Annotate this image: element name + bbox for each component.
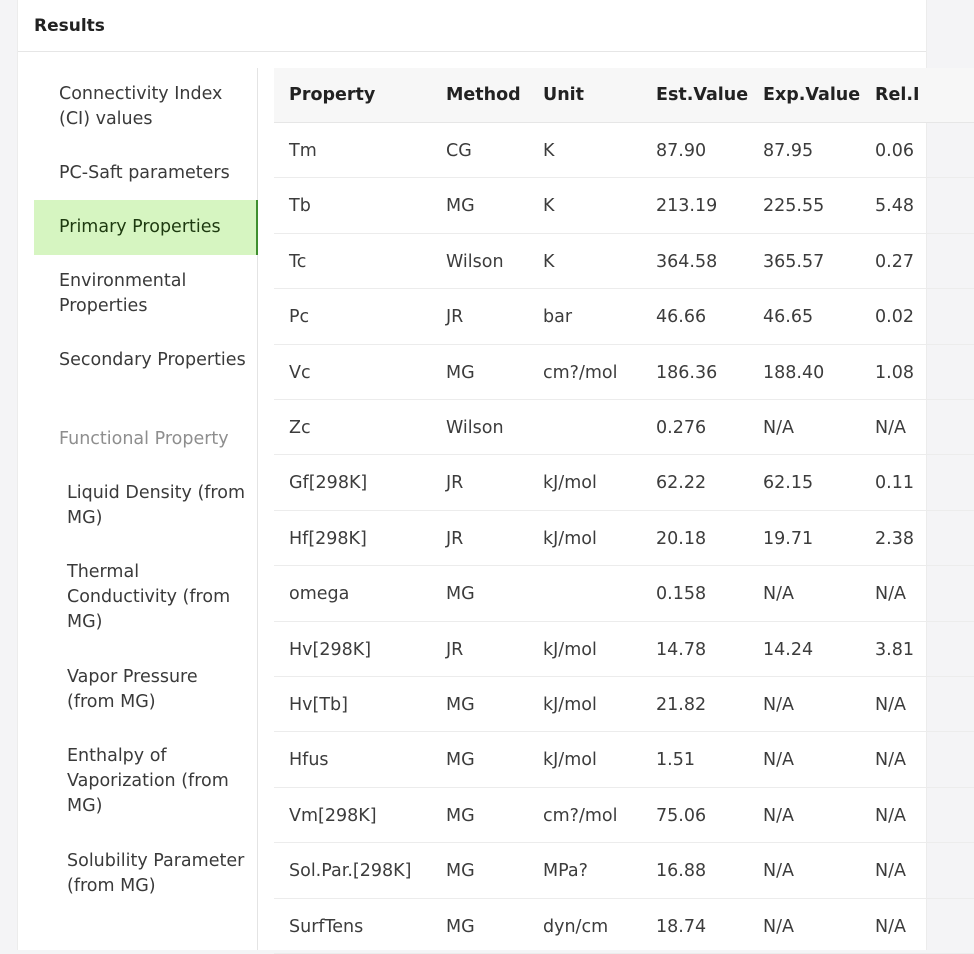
cell-exp-value: N/A bbox=[763, 916, 794, 937]
cell-exp-value: N/A bbox=[763, 805, 794, 826]
header-unit[interactable]: Unit bbox=[543, 85, 585, 105]
table-row bbox=[274, 455, 974, 510]
panel-title: Results bbox=[34, 15, 105, 36]
cell-property: Pc bbox=[289, 307, 310, 328]
header-rel-error[interactable]: Rel.I bbox=[875, 85, 920, 105]
table-row bbox=[274, 234, 974, 289]
cell-rel-error: N/A bbox=[875, 418, 906, 438]
table-row bbox=[274, 788, 974, 843]
cell-unit: kJ/mol bbox=[543, 473, 597, 494]
cell-unit: cm?/mol bbox=[543, 805, 618, 826]
cell-est-value: 75.06 bbox=[656, 805, 707, 826]
cell-property: Vc bbox=[289, 362, 311, 383]
table-row bbox=[274, 899, 974, 954]
cell-rel-error: 3.81 bbox=[875, 639, 914, 660]
sidebar-item-secondary-properties[interactable]: Secondary Properties bbox=[59, 350, 246, 370]
cell-est-value: 364.58 bbox=[656, 251, 718, 272]
cell-method: CG bbox=[446, 141, 472, 161]
results-sidebar bbox=[34, 68, 258, 950]
cell-method: JR bbox=[446, 528, 464, 549]
cell-method: Wilson bbox=[446, 251, 504, 272]
cell-rel-error: 0.27 bbox=[875, 251, 914, 272]
table-row bbox=[274, 622, 974, 677]
cell-exp-value: 87.95 bbox=[763, 141, 814, 161]
cell-method: JR bbox=[446, 473, 464, 494]
cell-method: MG bbox=[446, 196, 475, 217]
cell-exp-value: N/A bbox=[763, 584, 794, 605]
cell-est-value: 87.90 bbox=[656, 141, 707, 161]
cell-method: MG bbox=[446, 584, 475, 605]
cell-exp-value: N/A bbox=[763, 418, 794, 438]
cell-est-value: 1.51 bbox=[656, 750, 695, 771]
cell-rel-error: N/A bbox=[875, 750, 906, 771]
cell-unit: kJ/mol bbox=[543, 695, 597, 715]
table-row bbox=[274, 289, 974, 344]
cell-exp-value: N/A bbox=[763, 750, 794, 771]
cell-exp-value: N/A bbox=[763, 695, 794, 715]
cell-rel-error: N/A bbox=[875, 584, 906, 605]
table-row bbox=[274, 123, 974, 178]
sidebar-item-vapor-pressure[interactable]: Vapor Pressure (from MG) bbox=[67, 667, 198, 712]
cell-exp-value: 225.55 bbox=[763, 196, 825, 217]
cell-method: MG bbox=[446, 916, 475, 937]
cell-unit: K bbox=[543, 141, 555, 161]
cell-method: MG bbox=[446, 861, 475, 882]
sidebar-item-enthalpy-of-vaporization[interactable]: Enthalpy of Vaporization (from MG) bbox=[67, 746, 229, 816]
cell-unit: K bbox=[543, 196, 555, 217]
cell-est-value: 46.66 bbox=[656, 307, 707, 328]
sidebar-group-functional-property: Functional Property bbox=[59, 429, 229, 449]
cell-est-value: 62.22 bbox=[656, 473, 707, 494]
cell-exp-value: 14.24 bbox=[763, 639, 814, 660]
cell-exp-value: N/A bbox=[763, 861, 794, 882]
cell-rel-error: 0.06 bbox=[875, 141, 914, 161]
sidebar-item-environmental-properties[interactable]: Environmental Properties bbox=[59, 271, 187, 316]
table-row bbox=[274, 566, 974, 621]
cell-est-value: 186.36 bbox=[656, 362, 718, 383]
cell-method: MG bbox=[446, 750, 475, 771]
results-panel bbox=[17, 0, 927, 950]
cell-property: Zc bbox=[289, 418, 311, 438]
cell-rel-error: 0.02 bbox=[875, 307, 914, 328]
panel-header bbox=[18, 0, 926, 52]
cell-property: Hfus bbox=[289, 750, 329, 771]
cell-method: MG bbox=[446, 362, 475, 383]
cell-method: Wilson bbox=[446, 418, 504, 438]
header-exp-value[interactable]: Exp.Value bbox=[763, 85, 861, 105]
cell-rel-error: 2.38 bbox=[875, 528, 914, 549]
cell-property: Tc bbox=[289, 251, 307, 272]
table-row bbox=[274, 511, 974, 566]
properties-table[interactable] bbox=[274, 68, 920, 950]
cell-method: MG bbox=[446, 695, 475, 715]
cell-rel-error: N/A bbox=[875, 805, 906, 826]
cell-est-value: 18.74 bbox=[656, 916, 707, 937]
cell-est-value: 0.276 bbox=[656, 418, 707, 438]
table-row bbox=[274, 400, 974, 455]
cell-property: Sol.Par.[298K] bbox=[289, 861, 412, 882]
cell-est-value: 21.82 bbox=[656, 695, 707, 715]
cell-est-value: 213.19 bbox=[656, 196, 718, 217]
cell-exp-value: 188.40 bbox=[763, 362, 825, 383]
cell-property: Hf[298K] bbox=[289, 528, 367, 549]
cell-unit: dyn/cm bbox=[543, 916, 609, 937]
table-row bbox=[274, 732, 974, 787]
cell-unit: kJ/mol bbox=[543, 528, 597, 549]
table-header bbox=[274, 68, 974, 123]
cell-rel-error: 5.48 bbox=[875, 196, 914, 217]
cell-est-value: 0.158 bbox=[656, 584, 707, 605]
cell-property: Tb bbox=[289, 196, 311, 217]
sidebar-item-primary-properties[interactable] bbox=[34, 200, 258, 255]
cell-method: JR bbox=[446, 639, 464, 660]
cell-unit: kJ/mol bbox=[543, 750, 597, 771]
cell-property: Vm[298K] bbox=[289, 805, 377, 826]
cell-est-value: 20.18 bbox=[656, 528, 707, 549]
cell-property: Tm bbox=[289, 141, 317, 161]
cell-est-value: 14.78 bbox=[656, 639, 707, 660]
cell-est-value: 16.88 bbox=[656, 861, 707, 882]
cell-method: MG bbox=[446, 805, 475, 826]
sidebar-item-pc-saft[interactable]: PC-Saft parameters bbox=[59, 163, 230, 183]
cell-exp-value: 46.65 bbox=[763, 307, 814, 328]
sidebar-item-connectivity-index[interactable]: Connectivity Index (CI) values bbox=[59, 84, 223, 129]
table-row bbox=[274, 677, 974, 732]
header-method[interactable]: Method bbox=[446, 85, 521, 105]
cell-property: SurfTens bbox=[289, 916, 364, 937]
cell-rel-error: N/A bbox=[875, 695, 906, 715]
sidebar-item-liquid-density[interactable]: Liquid Density (from MG) bbox=[67, 483, 245, 528]
cell-property: Gf[298K] bbox=[289, 473, 368, 494]
sidebar-item-solubility-parameter[interactable]: Solubility Parameter (from MG) bbox=[67, 851, 245, 896]
table-row bbox=[274, 345, 974, 400]
cell-unit: K bbox=[543, 251, 555, 272]
table-row bbox=[274, 178, 974, 233]
cell-unit: kJ/mol bbox=[543, 639, 597, 660]
cell-rel-error: N/A bbox=[875, 861, 906, 882]
cell-exp-value: 19.71 bbox=[763, 528, 814, 549]
sidebar-item-label: Primary Properties bbox=[59, 217, 221, 237]
table-row bbox=[274, 843, 974, 898]
header-property[interactable]: Property bbox=[289, 85, 376, 105]
header-est-value[interactable]: Est.Value bbox=[656, 85, 749, 105]
cell-method: JR bbox=[446, 307, 464, 328]
cell-property: Hv[298K] bbox=[289, 639, 372, 660]
cell-rel-error: N/A bbox=[875, 916, 906, 937]
cell-exp-value: 62.15 bbox=[763, 473, 814, 494]
cell-rel-error: 0.11 bbox=[875, 473, 914, 494]
sidebar-item-thermal-conductivity[interactable]: Thermal Conductivity (from MG) bbox=[67, 562, 231, 632]
cell-unit: MPa? bbox=[543, 861, 588, 882]
cell-unit: cm?/mol bbox=[543, 362, 618, 383]
cell-exp-value: 365.57 bbox=[763, 251, 825, 272]
cell-rel-error: 1.08 bbox=[875, 362, 914, 383]
cell-unit: bar bbox=[543, 307, 573, 328]
cell-property: Hv[Tb] bbox=[289, 695, 348, 715]
cell-property: omega bbox=[289, 584, 350, 605]
